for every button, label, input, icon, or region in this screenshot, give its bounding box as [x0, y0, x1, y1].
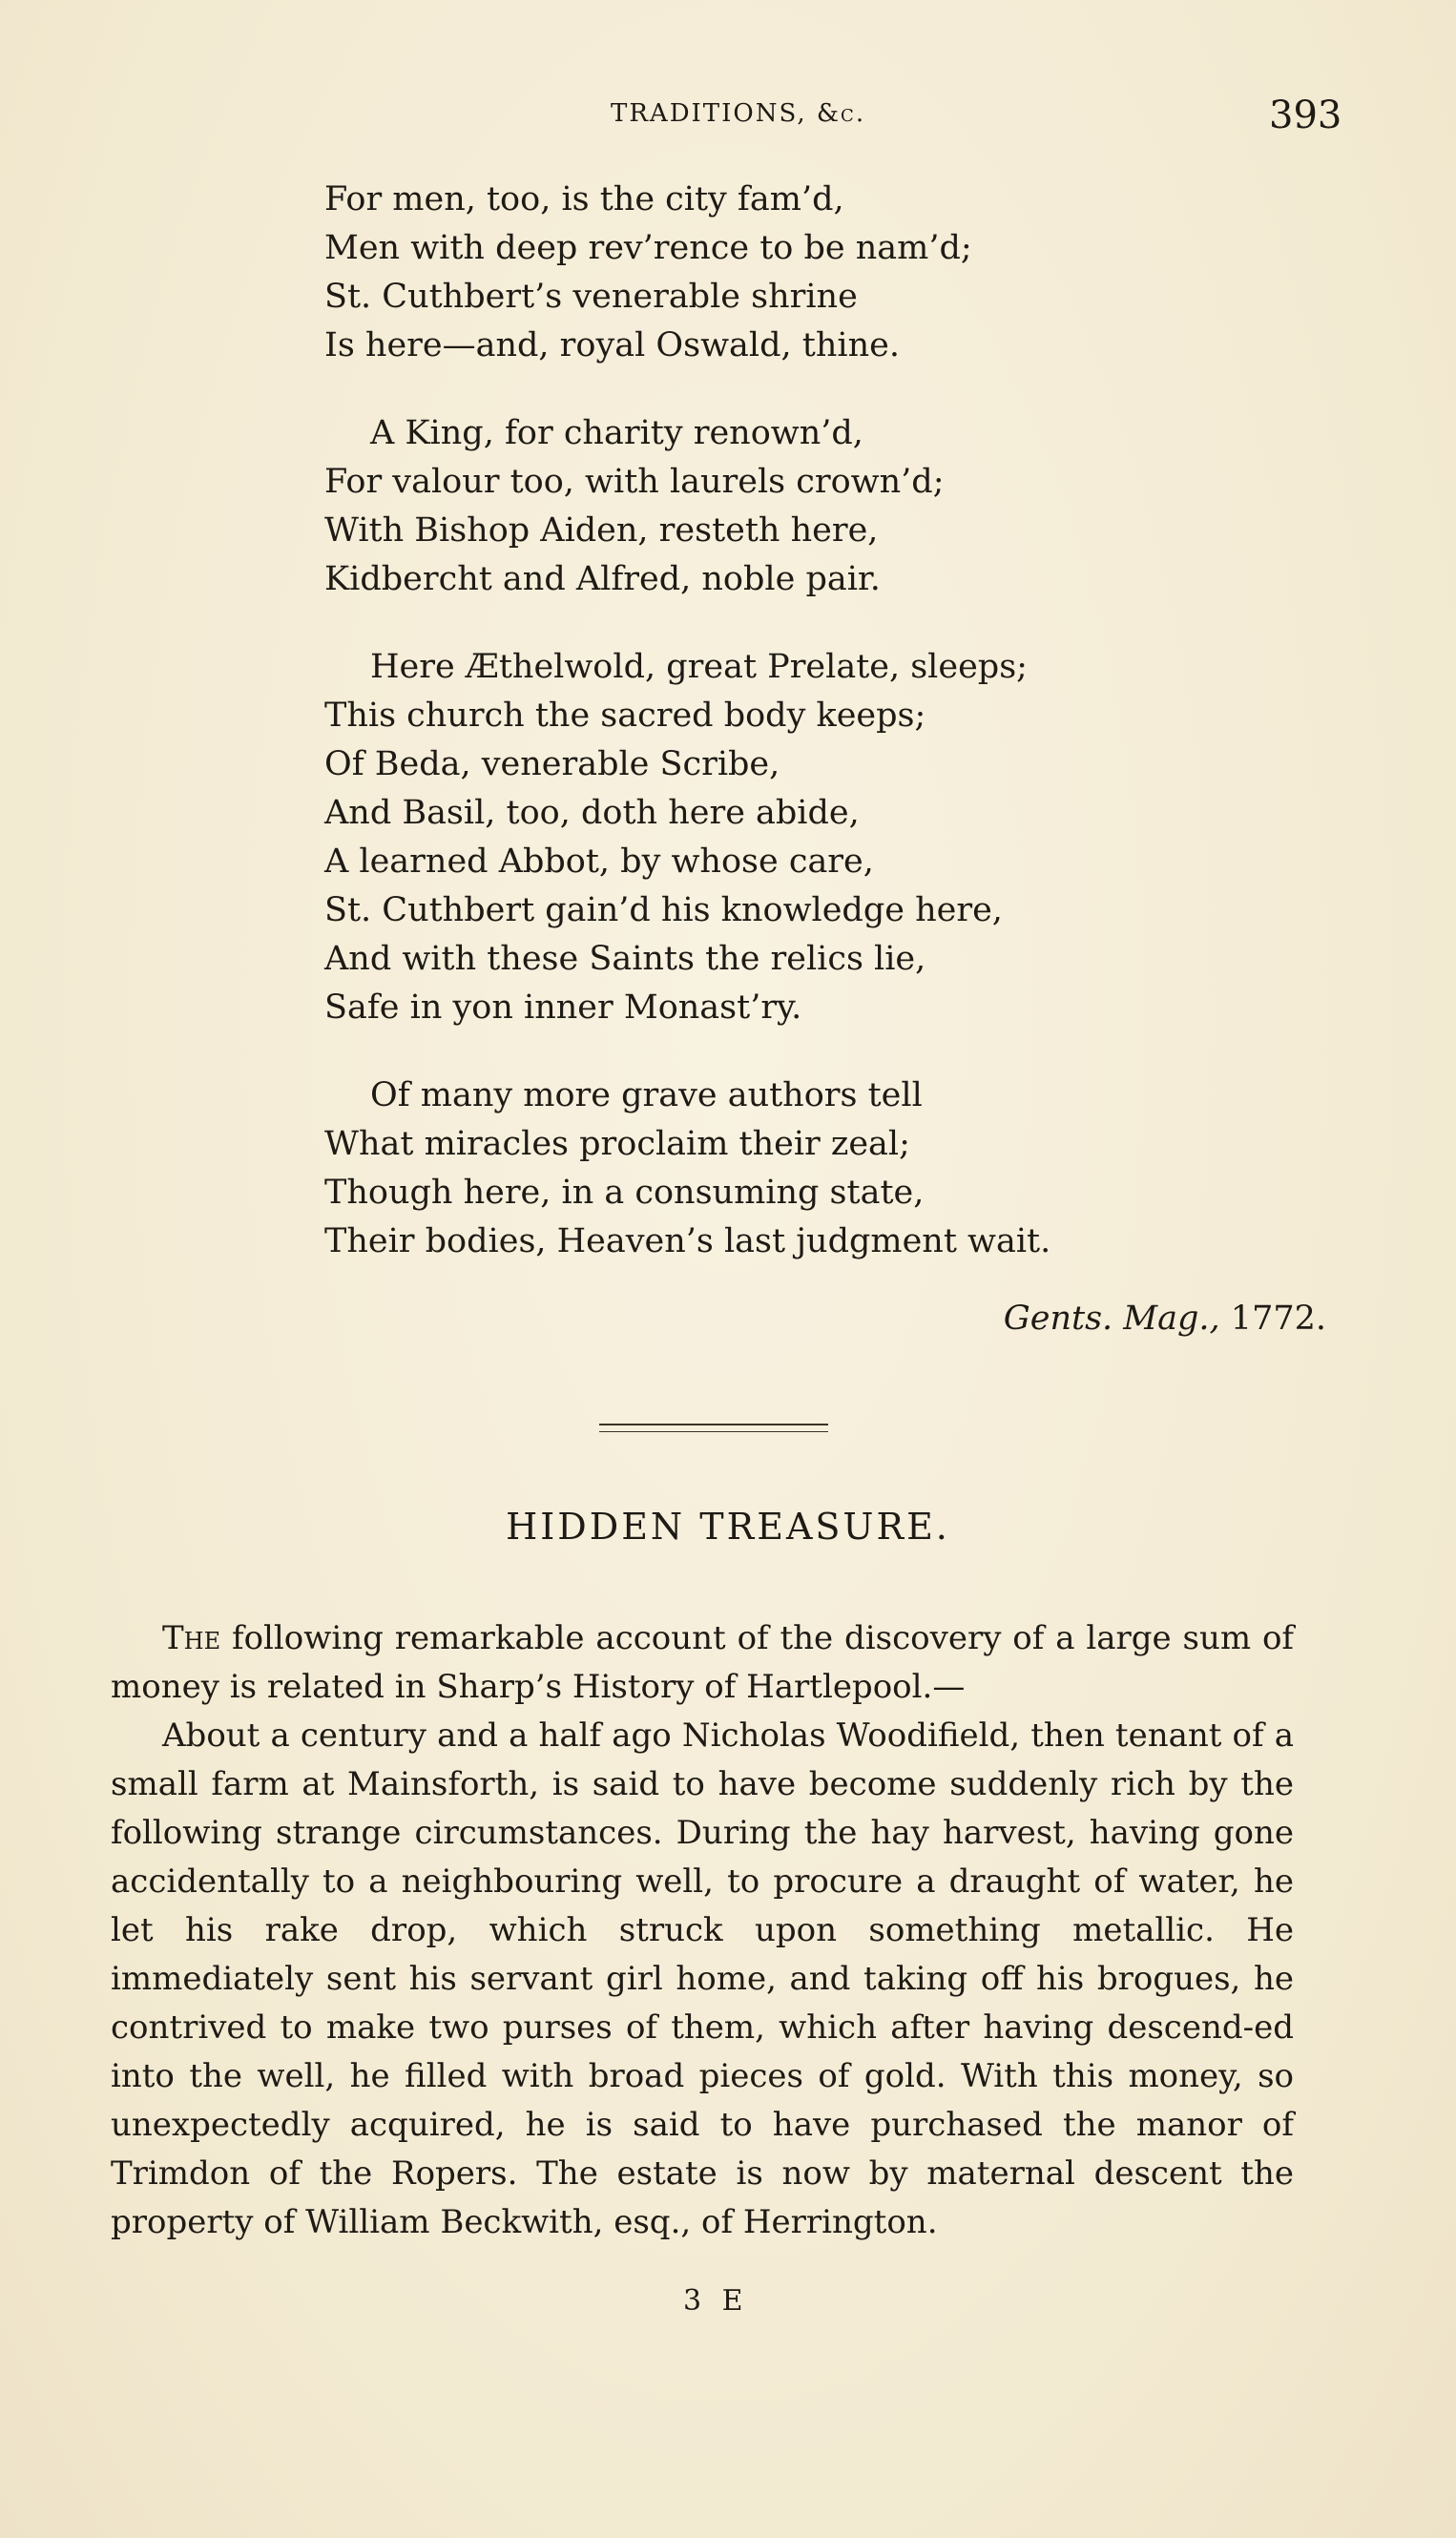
poem-line: Here Æthelwold, great Prelate, sleeps; [370, 648, 1028, 686]
poem-line: Kidbercht and Alfred, noble pair. [324, 560, 881, 598]
poem-line: This church the sacred body keeps; [324, 697, 926, 735]
poem-line: With Bishop Aiden, resteth here, [324, 511, 879, 550]
poem-line: Their bodies, Heaven’s last judgment wait. [324, 1222, 1051, 1260]
page-number: 393 [1269, 94, 1342, 137]
poem-attribution [1004, 1300, 1326, 1338]
section-title: HIDDEN TREASURE. [506, 1506, 950, 1548]
poem-stanza [324, 176, 1374, 370]
poem-line: A learned Abbot, by whose care, [324, 843, 874, 881]
poem-line: Is here—and, royal Oswald, thine. [324, 326, 900, 364]
attribution-year: 1772. [1230, 1300, 1326, 1338]
poem-line: For men, too, is the city fam’d, [324, 180, 844, 218]
poem-line: And Basil, too, doth here abide, [324, 794, 860, 832]
poem-stanza [324, 409, 1374, 604]
poem-stanza [324, 1071, 1374, 1266]
poem-line: Of Beda, venerable Scribe, [324, 745, 780, 783]
running-head: TRADITIONS, &c. [611, 99, 866, 128]
poem-line: Though here, in a consuming state, [324, 1174, 925, 1212]
paragraph: About a century and a half ago Nicholas Woodifield, then tenant of a small farm at Mainsforth, is said to have become suddenly rich by the following strange circumstances. During the hay harvest, having gone accidentally to a neighbouring well, to procure a draught of water, he let his rake drop, which struck upon something metallic. He immediately sent his servant girl home, and taking off his brogues, he contrived to make two purses of them, which after having descend-ed into the well, he filled with broad pieces of gold. With this money, so unexpectedly acquired, he is said to have purchased the manor of Trimdon of the Ropers. The estate is now by maternal descent the property of William Beckwith, esq., of Herrington. [111, 1716, 1294, 2241]
paragraph-lead-word: The [162, 1619, 221, 1657]
poem [324, 176, 1374, 1305]
poem-line: And with these Saints the relics lie, [324, 940, 926, 978]
poem-line: What miracles proclaim their zeal; [324, 1125, 910, 1163]
poem-line: For valour too, with laurels crown’d; [324, 463, 945, 501]
poem-line: St. Cuthbert’s venerable shrine [324, 278, 858, 316]
poem-line: Of many more grave authors tell [370, 1076, 923, 1114]
poem-stanza [324, 643, 1374, 1032]
poem-line: St. Cuthbert gain’d his knowledge here, [324, 891, 1003, 929]
poem-line: Safe in yon inner Monast’ry. [324, 988, 802, 1027]
attribution-source: Gents. Mag., [1003, 1300, 1220, 1338]
paragraph-text: following remarkable account of the discovery of a large sum of money is related in Sharp’s History of Hartlepool.— [111, 1619, 1294, 1706]
paragraph [111, 1614, 1294, 1712]
poem-line: Men with deep rev’rence to be nam’d; [324, 229, 972, 267]
signature-mark: 3 E [683, 2284, 749, 2318]
poem-line: A King, for charity renown’d, [370, 414, 863, 452]
section-divider [599, 1424, 828, 1432]
section-body [111, 1614, 1294, 2247]
